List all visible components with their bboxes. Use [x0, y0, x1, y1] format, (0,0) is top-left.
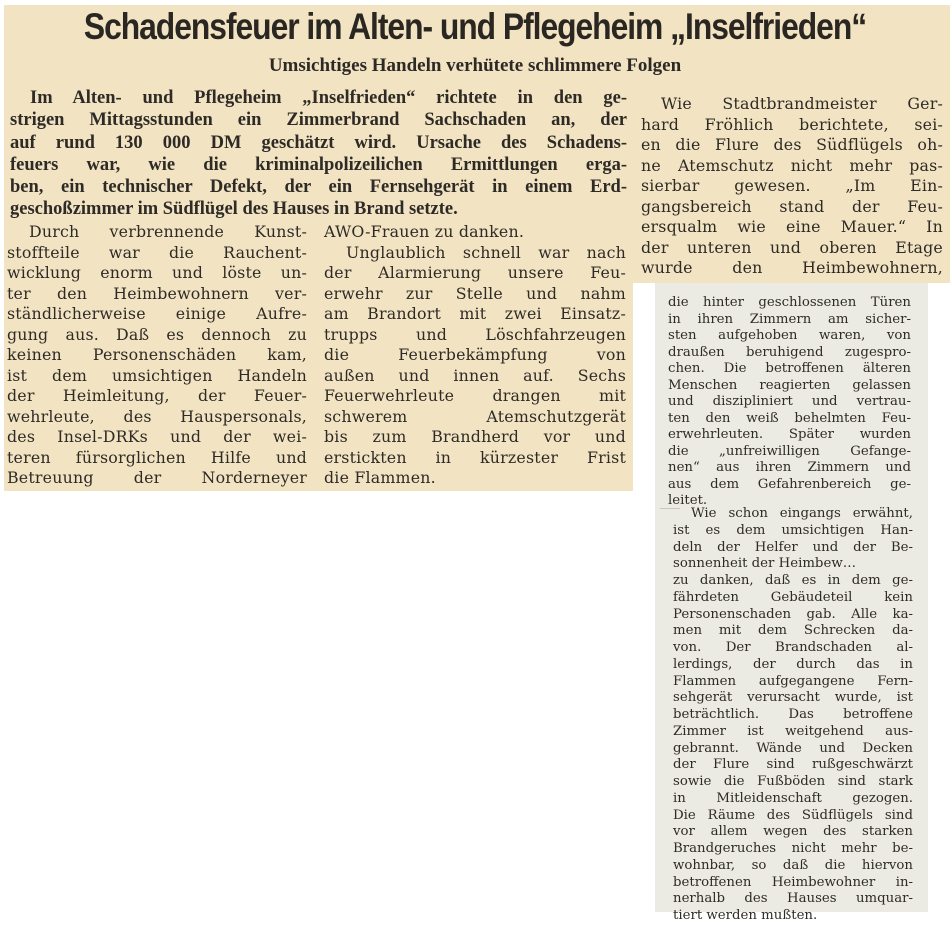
text-line: Zimmer ist weitgehend aus- — [673, 723, 913, 739]
text-line: der Heimleitung, der Feuer- — [7, 386, 307, 405]
text-line: die „unfreiwilligen Gefange- — [668, 443, 911, 459]
text-line: schwerem Atemschutzgerät — [324, 406, 626, 426]
text-line: Brandgeruches nicht mehr be- — [673, 841, 913, 856]
text-line: der unteren und oberen Etage — [641, 237, 943, 257]
column-2 — [324, 222, 626, 489]
text-line: die hinter geschlossenen Türen — [668, 295, 911, 310]
text-line: gung aus. Daß es dennoch zu — [7, 324, 307, 344]
text-line: Unglaublich schnell war nach — [346, 242, 626, 262]
column-1 — [7, 222, 307, 489]
text-line: chen. Die betroffenen älteren — [668, 361, 911, 376]
text-line: fährdeten Gebäudeteil kein — [673, 589, 913, 605]
text-line: ter den Heimbewohnern ver- — [7, 283, 307, 303]
text-line: betroffenen Heimbewohner in- — [673, 874, 913, 890]
text-line: außen und innen auf. Sechs — [324, 365, 626, 385]
subheadline: Umsichtiges Handeln verhütete schlimmere Folgen — [268, 55, 682, 76]
text-line: nen“ aus ihren Zimmern und — [668, 460, 911, 475]
text-line: ersqualm wie eine Mauer.“ In — [641, 217, 943, 236]
text-line: wohnbar, so daß die hiervon — [673, 857, 913, 873]
text-line: Feuerwehrleute drangen mit — [324, 386, 626, 405]
text-line: ne Atemschutz nicht mehr pas- — [641, 155, 943, 175]
text-line: gangsbereich stand der Feu- — [641, 196, 943, 216]
column-3-final — [673, 506, 913, 925]
text-line: Wie Stadtbrandmeister Ger- — [661, 94, 943, 113]
text-line: Wie schon eingangs erwähnt, — [691, 506, 913, 521]
lead-line: feuers war, wie die kriminalpolizeilichen Ermittlungen erga- — [10, 154, 627, 175]
text-line: beträchtlich. Das betroffene — [673, 707, 913, 722]
text-line: erwehr zur Stelle und nahm — [324, 283, 626, 303]
headline: Schadensfeuer im Alten- und Pflegeheim „Inselfrieden“ — [83, 6, 867, 47]
text-line: trupps und Löschfahrzeugen — [324, 324, 626, 344]
lead-line: auf rund 130 000 DM geschätzt wird. Ursache des Schadens- — [10, 132, 627, 153]
text-line: hard Fröhlich berichtete, sei- — [641, 114, 943, 134]
text-line: Die Räume des Südflügels sind — [673, 807, 913, 823]
lead-line: strigen Mittagsstunden ein Zimmerbrand Sachschaden an, der — [10, 110, 627, 131]
text-line: wicklung enorm und löste un- — [7, 263, 307, 282]
text-line: Personenschaden gab. Alle ka- — [673, 606, 913, 622]
text-line: wehrleute, des Hauspersonals, — [7, 406, 307, 426]
text-line: stoffteile war die Rauchent- — [7, 242, 307, 262]
text-line: zu danken, daß es in dem ge- — [673, 573, 913, 588]
text-line: in Mitleidenschaft gezogen. — [673, 790, 913, 806]
text-line: Flammen aufgegangene Fern- — [673, 673, 913, 689]
text-line: sehgerät verursacht wurde, ist — [673, 690, 913, 706]
text-line: des Insel-DRKs und der wei- — [7, 427, 307, 446]
lead-line: geschoßzimmer im Südflügel des Hauses in Brand setzte. — [10, 199, 458, 220]
text-line: Betreuung der Norderneyer — [7, 468, 307, 487]
text-line: AWO-Frauen zu danken. — [324, 222, 525, 241]
text-line: die Flammen. — [324, 468, 436, 487]
text-line: sierbar gewesen. „Im Ein- — [641, 176, 943, 195]
text-line: in ihren Zimmern am sicher- — [668, 311, 911, 327]
text-line: nerhalb des Hauses umquar- — [673, 891, 913, 907]
text-line: en die Flure des Südflügels oh- — [641, 135, 943, 154]
text-line: men mit dem Schrecken da- — [673, 623, 913, 639]
lead-line: Im Alten- und Pflegeheim „Inselfrieden“ richtete in den ge- — [30, 88, 627, 108]
column-3-continued — [668, 295, 911, 510]
lead-line: ben, ein technischer Defekt, der ein Fernsehgerät in einem Erd- — [10, 177, 627, 198]
text-line: Durch verbrennende Kunst- — [29, 222, 307, 241]
text-line: ständlicherweise einige Aufre- — [7, 304, 307, 323]
text-line: teren fürsorglichen Hilfe und — [7, 447, 307, 467]
text-line: und diszipliniert und vertrau- — [668, 394, 911, 409]
text-line: draußen beruhigend zugespro- — [668, 344, 911, 360]
text-line: lerdings, der durch das in — [673, 656, 913, 672]
text-line: der Flure sind rußgeschwärzt — [673, 757, 913, 773]
column-3-top — [641, 94, 943, 279]
text-line: aus dem Gefahrenbereich ge- — [668, 476, 911, 492]
text-line: sonnenheit der Heimbew… — [673, 556, 856, 572]
text-line: von. Der Brandschaden al- — [673, 640, 913, 655]
text-line: vor allem wegen des starken — [673, 824, 913, 840]
text-line: sten aufgehoben waren, von — [668, 328, 911, 343]
lead-paragraph — [10, 87, 627, 221]
text-line: bis zum Brandherd vor und — [324, 427, 626, 446]
text-line: erstickten in kürzester Frist — [324, 447, 626, 467]
text-line: sowie die Fußböden sind stark — [673, 774, 913, 789]
text-line: keinen Personenschäden kam, — [7, 345, 307, 364]
text-line: leitet. — [668, 493, 708, 508]
text-line: wurde den Heimbewohnern, — [641, 258, 943, 277]
text-line: am Brandort mit zwei Einsatz- — [324, 304, 626, 323]
text-line: erwehrleuten. Später wurden — [668, 427, 911, 442]
text-line: tiert werden mußten. — [673, 908, 818, 923]
text-line: die Feuerbekämpfung von — [324, 345, 626, 364]
text-line: ten den weiß behelmten Feu- — [668, 410, 911, 426]
text-line: Menschen reagierten gelassen — [668, 377, 911, 393]
text-line: deln der Helfer und der Be- — [673, 539, 913, 555]
text-line: ist es dem umsichtigen Han- — [673, 522, 913, 538]
text-line: der Alarmierung unsere Feu- — [324, 263, 626, 282]
text-line: ist dem umsichtigen Handeln — [7, 365, 307, 385]
text-line: gebrannt. Wände und Decken — [673, 740, 913, 756]
